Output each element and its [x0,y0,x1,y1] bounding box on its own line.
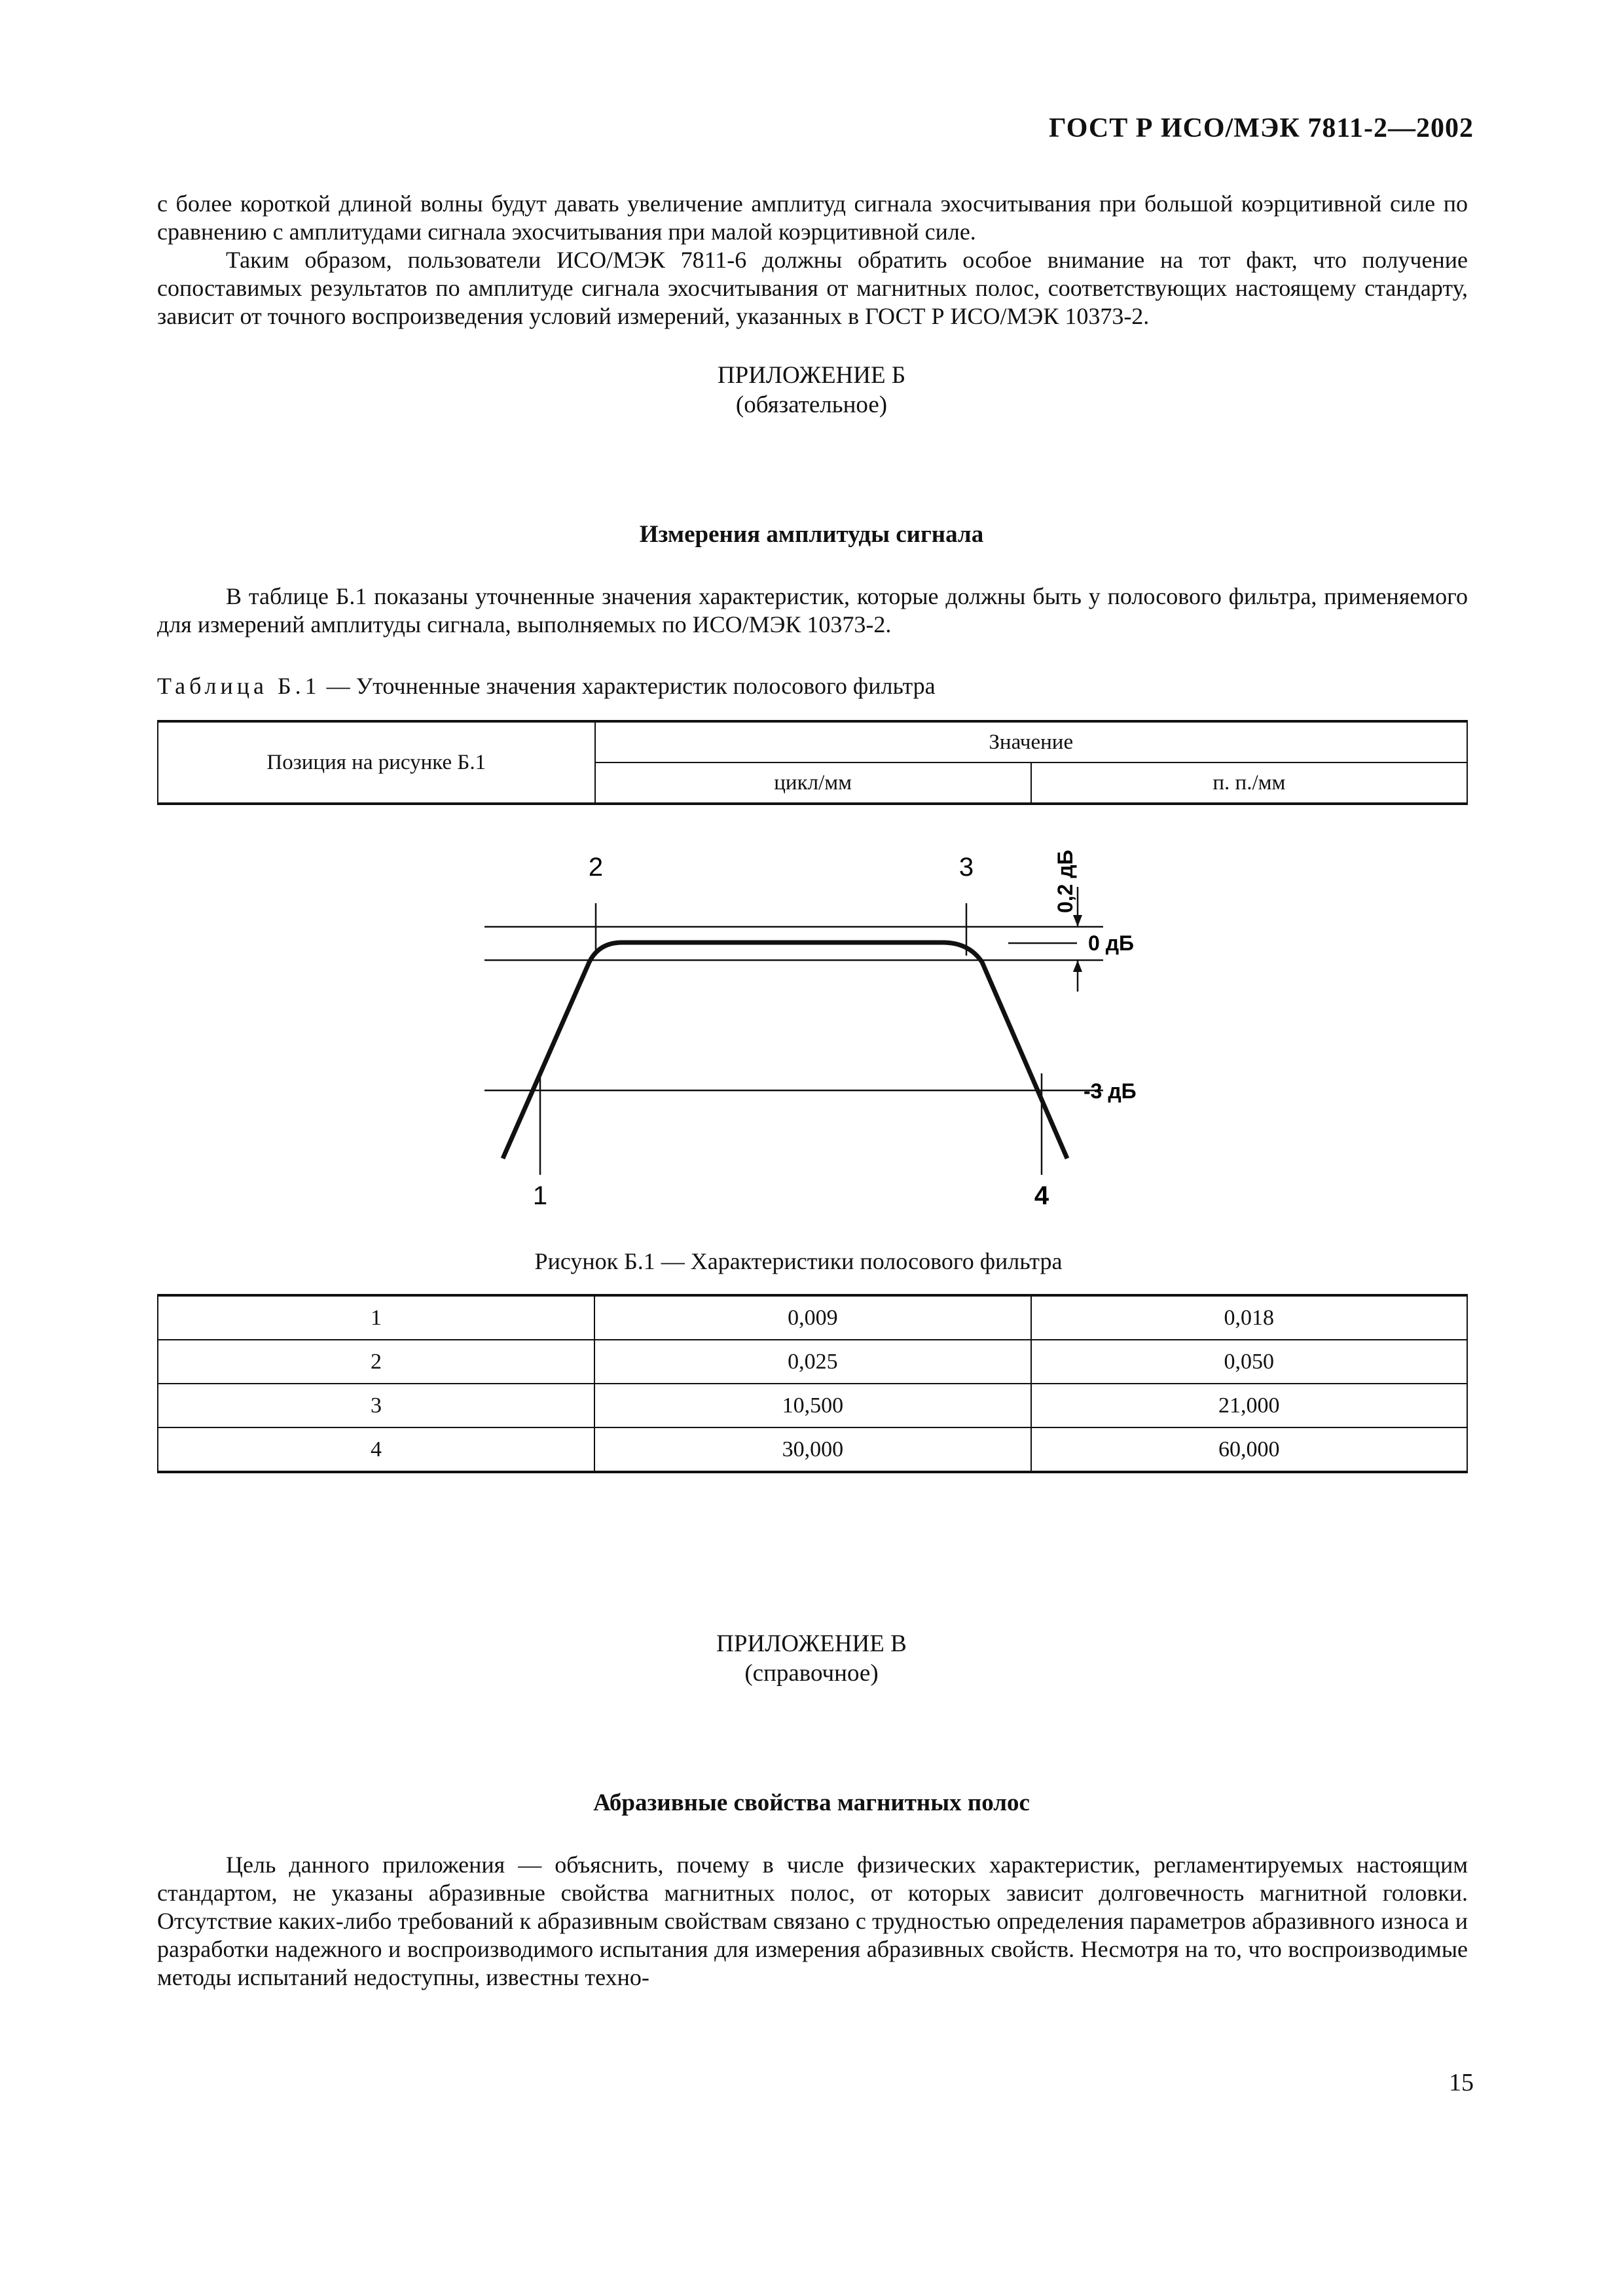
table-row [158,1295,1467,1340]
table-cell-value-ftpmm: 60,000 [1031,1427,1467,1472]
appendix-v-heading: Абразивные свойства магнитных полос [593,1789,1030,1816]
table-cell-position: 2 [158,1340,594,1384]
table-caption-text: — Уточненные значения характеристик полосового фильтра [320,673,936,699]
table-cell-value-ftpmm: 0,050 [1031,1340,1467,1384]
figure-caption: Рисунок Б.1 — Характеристики полосового фильтра [534,1248,1063,1274]
appendix-b-text: В таблице Б.1 показаны уточненные значения характеристик, которые должны быть у полосового фильтра, применяемого для измерений амплитуды сигнала, выполняемых по ИСО/МЭК 10373-2. [157,583,1468,637]
appendix-v-type: (справочное) [744,1660,879,1687]
appendix-b-heading: Измерения амплитуды сигнала [639,521,984,548]
appendix-b-title: ПРИЛОЖЕНИЕ Б [717,362,906,389]
appendix-v-text: Цель данного приложения — объяснить, почему в числе физических характеристик, регламентируемых настоящим стандартом, не указаны абразивные свойства магнитных полос, от которых зависит долговечность магнитной головки. Отсутствие каких-либо требований к абразивным свойствам связано с трудностью определения параметров абразивного износа и разработки надежного и воспроизводимого испытания для измерения абразивных свойств. Несмотря на то, что воспроизводимые методы испытаний недоступны, известны техно- [157,1852,1468,1990]
document-header: ГОСТ Р ИСО/МЭК 7811-2—2002 [1049,113,1474,143]
bandpass-filter-figure [458,831,1178,1211]
filter-response-curve [503,942,1067,1158]
table-cell-value-ftpmm: 21,000 [1031,1384,1467,1427]
column-header-unit2: п. п./мм [1031,762,1467,804]
table-cell-value-ftpmm: 0,018 [1031,1295,1467,1340]
label-2: 2 [588,853,604,882]
table-cell-position: 4 [158,1427,594,1472]
label-minus3db: -3 дБ [1084,1079,1137,1103]
label-3: 3 [958,853,974,882]
table-row [158,1340,1467,1384]
label-1: 1 [532,1181,548,1210]
table-header [157,720,1468,805]
appendix-v-title: ПРИЛОЖЕНИЕ В [716,1630,907,1657]
appendix-b-type: (обязательное) [735,391,888,418]
arrow-up [1073,960,1082,972]
table-cell-value-cycles: 0,009 [594,1295,1030,1340]
intro-paragraph-1: с более короткой длиной волны будут давать увеличение амплитуд сигнала эхосчитывания при большой коэрцитивной силе по сравнению с амплитудами сигнала эхосчитывания при малой коэрцитивной силе. [157,190,1468,245]
table-caption-label: Таблица Б.1 [157,673,321,699]
label-0db: 0 дБ [1088,931,1134,955]
label-4: 4 [1034,1181,1049,1210]
page-number: 15 [1449,2069,1474,2096]
table-caption [157,672,936,700]
table-cell-value-cycles: 10,500 [594,1384,1030,1427]
intro-paragraph-2: Таким образом, пользователи ИСО/МЭК 7811-6 должны обратить особое внимание на тот факт, что получение сопоставимых результатов по амплитуде сигнала эхосчитывания от магнитных полос, соответствующих настоящему стандарту, зависит от точного воспроизведения условий измерений, указанных в ГОСТ Р ИСО/МЭК 10373-2. [157,247,1468,329]
column-header-position: Позиция на рисунке Б.1 [158,721,595,804]
column-header-unit1: цикл/мм [595,762,1031,804]
table-cell-value-cycles: 30,000 [594,1427,1030,1472]
column-header-value: Значение [595,721,1468,762]
table-cell-position: 3 [158,1384,594,1427]
table-body [157,1294,1468,1473]
label-02db: 0,2 дБ [1053,850,1077,913]
table-row [158,1384,1467,1427]
table-cell-position: 1 [158,1295,594,1340]
table-cell-value-cycles: 0,025 [594,1340,1030,1384]
arrow-down [1073,915,1082,927]
table-row [158,1427,1467,1472]
